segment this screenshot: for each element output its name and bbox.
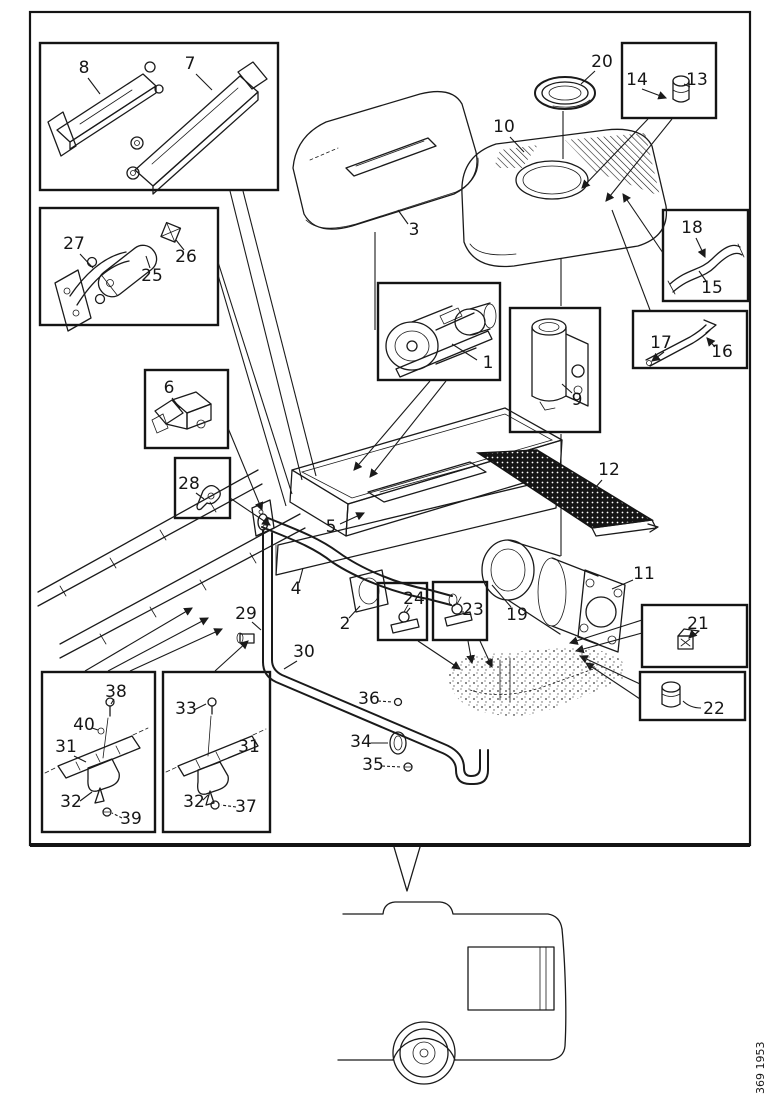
part-art-sleeve-22 <box>662 682 680 707</box>
part-label-31-right: 31 <box>238 737 260 757</box>
part-label-3: 3 <box>408 220 420 240</box>
part-art-roof-rails <box>38 470 305 658</box>
part-label-24: 24 <box>403 589 425 609</box>
part-label-38: 38 <box>105 682 127 702</box>
part-label-5: 5 <box>325 517 337 537</box>
part-label-15: 15 <box>701 278 723 298</box>
part-label-14: 14 <box>626 70 648 90</box>
callout-box-hose15 <box>663 210 748 301</box>
part-art-condensate-tray <box>448 648 625 716</box>
part-label-4: 4 <box>290 579 302 599</box>
callout-box-pipe17 <box>633 311 747 368</box>
part-label-12: 12 <box>598 460 620 480</box>
bus-illustration <box>338 902 566 1084</box>
part-label-23: 23 <box>462 600 484 620</box>
part-art-grille-12 <box>478 450 658 536</box>
part-label-11: 11 <box>633 564 655 584</box>
callout-box-mount-right <box>163 672 270 832</box>
part-label-22: 22 <box>703 699 725 719</box>
part-art-lid-3 <box>293 92 478 230</box>
part-label-32-right: 32 <box>183 792 205 812</box>
part-label-40: 40 <box>73 715 95 735</box>
callout-box-mount-left <box>42 672 155 832</box>
part-label-28: 28 <box>178 474 200 494</box>
part-label-8: 8 <box>78 58 90 78</box>
part-label-36: 36 <box>358 689 380 709</box>
callout-box-blower1 <box>378 283 500 380</box>
part-art-switch-6 <box>152 392 211 433</box>
callout-box-drier <box>40 208 218 331</box>
part-art-core-7 <box>127 62 267 194</box>
part-label-16: 16 <box>711 342 733 362</box>
part-label-33: 33 <box>175 699 197 719</box>
part-label-30: 30 <box>293 642 315 662</box>
part-label-19: 19 <box>506 605 528 625</box>
drawing-number: 369 1953 <box>754 1041 767 1094</box>
callout-box-switch <box>145 370 228 448</box>
part-label-7: 7 <box>184 54 196 74</box>
part-label-27: 27 <box>63 234 85 254</box>
part-label-13: 13 <box>686 70 708 90</box>
location-pointer <box>394 847 420 891</box>
part-art-clip-24 <box>391 605 419 633</box>
part-label-34: 34 <box>350 732 372 752</box>
part-label-29: 29 <box>235 604 257 624</box>
part-art-blower-11 <box>482 540 625 652</box>
part-label-31-left: 31 <box>55 737 77 757</box>
part-label-18: 18 <box>681 218 703 238</box>
part-label-17: 17 <box>650 333 672 353</box>
part-art-core-8 <box>48 62 163 156</box>
part-label-10: 10 <box>493 117 515 137</box>
part-label-35: 35 <box>362 755 384 775</box>
part-label-6: 6 <box>163 378 175 398</box>
callout-box-grommet <box>622 43 716 118</box>
callout-box-cores <box>40 43 278 194</box>
callout-box-sleeve22 <box>640 672 745 720</box>
part-label-26: 26 <box>175 247 197 267</box>
part-label-9: 9 <box>571 390 583 410</box>
callout-box-clip23 <box>433 582 487 640</box>
part-label-20: 20 <box>591 52 613 72</box>
part-label-2: 2 <box>339 614 351 634</box>
part-art-cover-10 <box>462 129 667 266</box>
part-art-blower-1 <box>386 303 496 377</box>
part-label-21: 21 <box>687 614 709 634</box>
part-label-32-left: 32 <box>60 792 82 812</box>
part-label-1: 1 <box>482 353 494 373</box>
part-label-25: 25 <box>141 266 163 286</box>
part-label-39: 39 <box>120 809 142 829</box>
callout-box-valve9 <box>510 308 600 432</box>
callout-box-clip28 <box>175 458 230 518</box>
part-art-ring-20 <box>535 77 595 109</box>
callout-box-nut21 <box>642 605 747 667</box>
part-label-37: 37 <box>235 797 257 817</box>
